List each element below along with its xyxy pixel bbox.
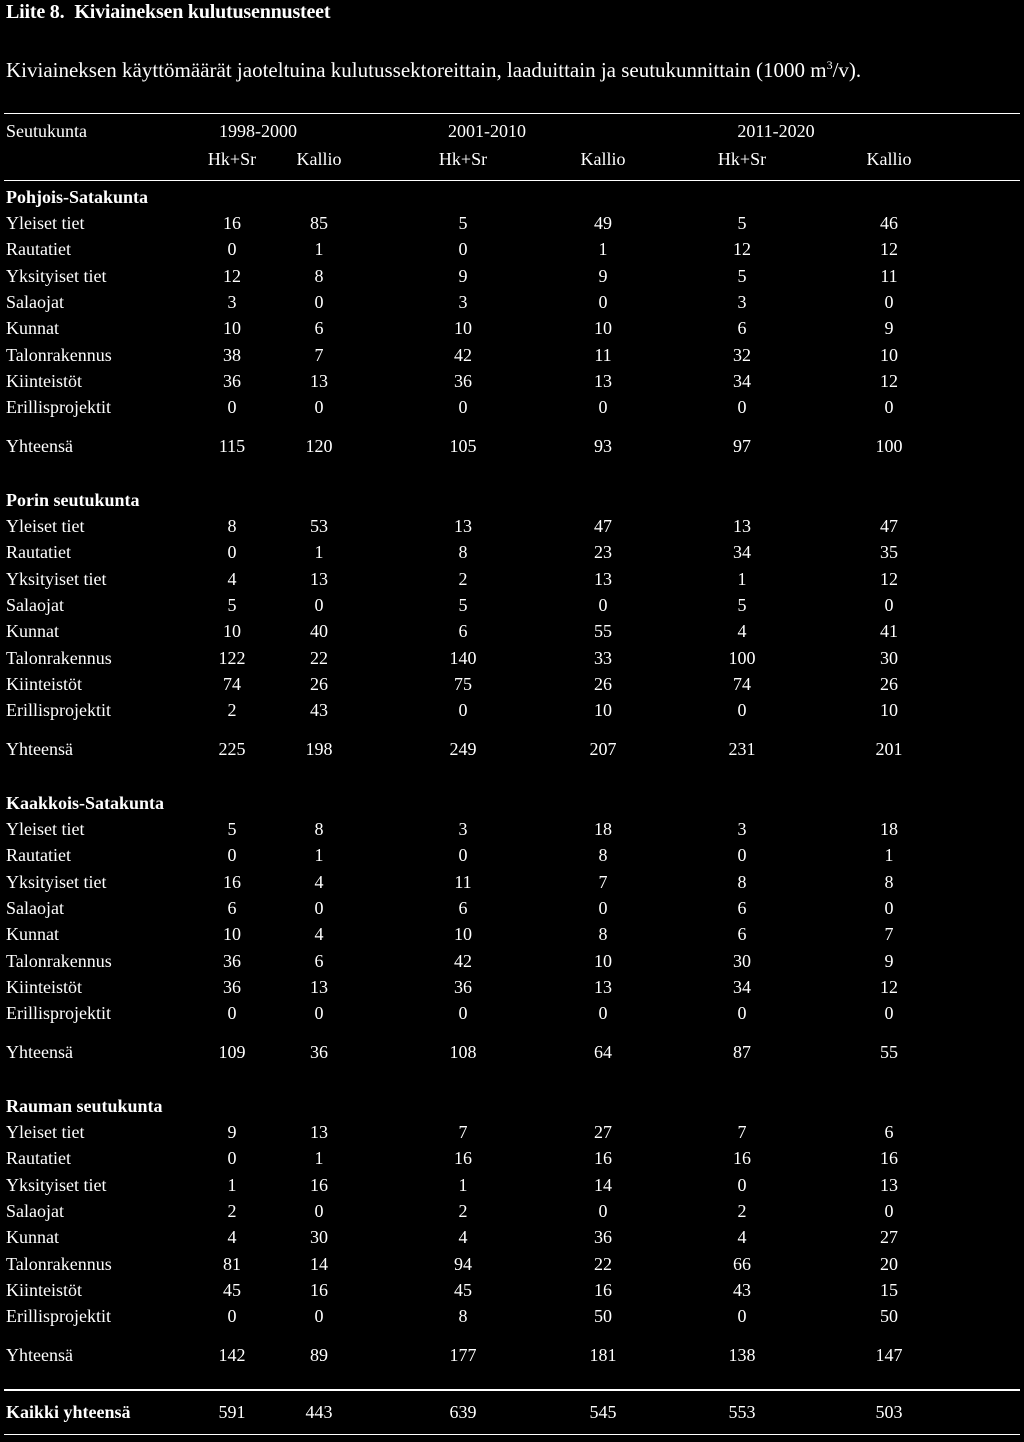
table-cell: 40 bbox=[310, 621, 328, 642]
table-cell: 49 bbox=[594, 213, 612, 233]
caption-text: Kiviaineksen käyttömäärät jaoteltuina kulutussektoreittain, laaduittain ja seutukunnittain (1000 m bbox=[6, 58, 827, 82]
table-cell: 6 bbox=[314, 318, 324, 339]
table-cell: 0 bbox=[314, 291, 324, 312]
table-cell: 14 bbox=[310, 1253, 328, 1274]
table-cell: 43 bbox=[733, 1279, 751, 1300]
table-cell: 4 bbox=[737, 1227, 747, 1248]
header-subcolumn: Hk+Sr bbox=[207, 149, 257, 169]
table-cell: 16 bbox=[880, 1148, 898, 1169]
section-total-label: Yhteensä bbox=[6, 1345, 73, 1365]
table-cell: 27 bbox=[880, 1227, 898, 1248]
section-total-cell: 201 bbox=[875, 739, 903, 759]
table-cell: 16 bbox=[733, 1148, 751, 1169]
grand-total-cell: 591 bbox=[218, 1402, 246, 1422]
table-cell: 0 bbox=[227, 1148, 237, 1169]
table-cell: 8 bbox=[598, 845, 608, 866]
row-label: Yksityiset tiet bbox=[6, 1174, 107, 1195]
table-cell: 50 bbox=[594, 1306, 612, 1327]
table-cell: 26 bbox=[310, 673, 328, 694]
table-cell: 16 bbox=[454, 1148, 472, 1169]
table-cell: 4 bbox=[314, 924, 324, 945]
table-cell: 0 bbox=[737, 1003, 747, 1024]
appendix-number: Liite 8. bbox=[6, 1, 65, 23]
grand-total-cell: 443 bbox=[305, 1402, 333, 1422]
row-label: Kunnat bbox=[6, 1227, 59, 1248]
table-cell: 9 bbox=[884, 950, 894, 971]
table-cell: 6 bbox=[884, 1122, 894, 1142]
table-cell: 16 bbox=[310, 1279, 328, 1300]
section-heading: Porin seutukunta bbox=[6, 490, 140, 510]
header-subcolumn: Hk+Sr bbox=[438, 149, 488, 169]
table-cell: 85 bbox=[310, 213, 328, 233]
table-cell: 0 bbox=[314, 1306, 324, 1327]
table-cell: 32 bbox=[733, 344, 751, 365]
appendix-title: Kiviaineksen kulutusennusteet bbox=[74, 1, 331, 23]
table-cell: 0 bbox=[884, 594, 894, 615]
table-cell: 1 bbox=[227, 1174, 237, 1195]
table-cell: 4 bbox=[227, 568, 237, 589]
table-cell: 4 bbox=[314, 871, 324, 892]
section-total-cell: 36 bbox=[310, 1042, 328, 1062]
row-label: Erillisprojektit bbox=[6, 700, 111, 721]
table-cell: 5 bbox=[227, 594, 237, 615]
section-total-cell: 177 bbox=[449, 1345, 477, 1365]
table-cell: 18 bbox=[594, 819, 612, 839]
table-cell: 55 bbox=[594, 621, 612, 642]
page-heading bbox=[6, 1, 330, 24]
table-cell: 34 bbox=[733, 542, 751, 563]
table-cell: 0 bbox=[737, 845, 747, 866]
table-cell: 0 bbox=[598, 897, 608, 918]
table-cell: 33 bbox=[594, 647, 612, 668]
table-cell: 11 bbox=[594, 344, 612, 365]
table-bottom-rule bbox=[4, 1434, 1020, 1435]
table-cell: 38 bbox=[223, 344, 241, 365]
table-cell: 4 bbox=[458, 1227, 468, 1248]
section-total-cell: 231 bbox=[728, 739, 756, 759]
table-cell: 3 bbox=[458, 291, 468, 312]
table-cell: 13 bbox=[594, 568, 612, 589]
row-label: Kiinteistöt bbox=[6, 673, 82, 694]
header-period: 2011-2020 bbox=[737, 121, 815, 141]
table-cell: 36 bbox=[223, 950, 241, 971]
section-total-cell: 89 bbox=[310, 1345, 328, 1365]
grand-total-top-rule bbox=[4, 1389, 1020, 1391]
table-cell: 30 bbox=[733, 950, 751, 971]
table-cell: 1 bbox=[884, 845, 894, 866]
row-label: Rautatiet bbox=[6, 239, 71, 260]
table-cell: 7 bbox=[737, 1122, 747, 1142]
row-label: Rautatiet bbox=[6, 845, 71, 866]
table-cell: 5 bbox=[737, 213, 747, 233]
section-total-cell: 115 bbox=[218, 436, 246, 456]
table-cell: 0 bbox=[884, 397, 894, 418]
table-cell: 3 bbox=[458, 819, 468, 839]
table-cell: 6 bbox=[737, 924, 747, 945]
grand-total-label: Kaikki yhteensä bbox=[6, 1402, 131, 1422]
table-cell: 0 bbox=[458, 239, 468, 260]
row-label: Yleiset tiet bbox=[6, 819, 85, 839]
section-total-cell: 108 bbox=[449, 1042, 477, 1062]
header-subcolumn: Kallio bbox=[866, 149, 912, 169]
table-cell: 45 bbox=[454, 1279, 472, 1300]
table-cell: 10 bbox=[454, 318, 472, 339]
table-cell: 13 bbox=[733, 516, 751, 536]
table-cell: 16 bbox=[594, 1148, 612, 1169]
table-cell: 6 bbox=[314, 950, 324, 971]
table-cell: 140 bbox=[449, 647, 477, 668]
table-cell: 12 bbox=[733, 239, 751, 260]
table-cell: 34 bbox=[733, 370, 751, 391]
table-cell: 0 bbox=[458, 1003, 468, 1024]
table-cell: 13 bbox=[310, 1122, 328, 1142]
table-cell: 3 bbox=[227, 291, 237, 312]
table-cell: 9 bbox=[598, 265, 608, 286]
section-total-cell: 181 bbox=[589, 1345, 617, 1365]
table-cell: 1 bbox=[737, 568, 747, 589]
table-cell: 75 bbox=[454, 673, 472, 694]
table-cell: 7 bbox=[458, 1122, 468, 1142]
table-cell: 16 bbox=[223, 213, 241, 233]
table-cell: 0 bbox=[598, 397, 608, 418]
table-cell: 4 bbox=[227, 1227, 237, 1248]
table-cell: 1 bbox=[314, 845, 324, 866]
section-total-label: Yhteensä bbox=[6, 739, 73, 759]
table-cell: 16 bbox=[310, 1174, 328, 1195]
table-cell: 0 bbox=[884, 1003, 894, 1024]
header-subcolumn: Kallio bbox=[580, 149, 626, 169]
table-cell: 0 bbox=[227, 845, 237, 866]
table-cell: 10 bbox=[880, 344, 898, 365]
table-cell: 7 bbox=[884, 924, 894, 945]
table-cell: 50 bbox=[880, 1306, 898, 1327]
table-cell: 0 bbox=[458, 700, 468, 721]
table-cell: 81 bbox=[223, 1253, 241, 1274]
table-cell: 26 bbox=[594, 673, 612, 694]
table-cell: 13 bbox=[594, 976, 612, 997]
table-cell: 12 bbox=[880, 568, 898, 589]
row-label: Rautatiet bbox=[6, 542, 71, 563]
table-cell: 74 bbox=[733, 673, 751, 694]
table-cell: 94 bbox=[454, 1253, 472, 1274]
table-cell: 16 bbox=[594, 1279, 612, 1300]
table-cell: 13 bbox=[594, 370, 612, 391]
grand-total-cell: 503 bbox=[875, 1402, 903, 1422]
table-cell: 66 bbox=[733, 1253, 751, 1274]
table-cell: 0 bbox=[314, 897, 324, 918]
table-cell: 1 bbox=[598, 239, 608, 260]
table-cell: 11 bbox=[454, 871, 472, 892]
table-cell: 27 bbox=[594, 1122, 612, 1142]
table-cell: 0 bbox=[227, 239, 237, 260]
table-cell: 1 bbox=[458, 1174, 468, 1195]
section-total-cell: 207 bbox=[589, 739, 617, 759]
table-cell: 0 bbox=[227, 1003, 237, 1024]
table-cell: 9 bbox=[227, 1122, 237, 1142]
table-cell: 7 bbox=[598, 871, 608, 892]
table-cell: 122 bbox=[218, 647, 246, 668]
section-total-cell: 138 bbox=[728, 1345, 756, 1365]
table-cell: 47 bbox=[594, 516, 612, 536]
table-cell: 12 bbox=[880, 976, 898, 997]
table-cell: 3 bbox=[737, 819, 747, 839]
row-label: Yksityiset tiet bbox=[6, 265, 107, 286]
row-label: Talonrakennus bbox=[6, 950, 112, 971]
header-bottom-rule bbox=[4, 180, 1020, 181]
row-label: Rautatiet bbox=[6, 1148, 71, 1169]
table-cell: 23 bbox=[594, 542, 612, 563]
row-label: Salaojat bbox=[6, 897, 64, 918]
section-total-cell: 147 bbox=[875, 1345, 903, 1365]
table-cell: 8 bbox=[884, 871, 894, 892]
table-cell: 35 bbox=[880, 542, 898, 563]
table-cell: 30 bbox=[880, 647, 898, 668]
row-label: Salaojat bbox=[6, 291, 64, 312]
table-cell: 8 bbox=[598, 924, 608, 945]
table-cell: 45 bbox=[223, 1279, 241, 1300]
row-label: Kunnat bbox=[6, 318, 59, 339]
row-label: Yksityiset tiet bbox=[6, 871, 107, 892]
table-cell: 3 bbox=[737, 291, 747, 312]
table-cell: 0 bbox=[737, 1174, 747, 1195]
table-cell: 0 bbox=[884, 897, 894, 918]
row-label: Kiinteistöt bbox=[6, 370, 82, 391]
row-label: Talonrakennus bbox=[6, 647, 112, 668]
table-cell: 1 bbox=[314, 542, 324, 563]
table-top-rule bbox=[4, 113, 1020, 114]
row-label: Yksityiset tiet bbox=[6, 568, 107, 589]
table-cell: 100 bbox=[728, 647, 756, 668]
table-cell: 10 bbox=[594, 700, 612, 721]
section-total-cell: 93 bbox=[594, 436, 612, 456]
table-cell: 36 bbox=[454, 370, 472, 391]
table-cell: 12 bbox=[880, 239, 898, 260]
table-cell: 0 bbox=[598, 1200, 608, 1221]
table-cell: 6 bbox=[737, 897, 747, 918]
table-cell: 8 bbox=[737, 871, 747, 892]
table-cell: 43 bbox=[310, 700, 328, 721]
table-cell: 11 bbox=[880, 265, 898, 286]
section-total-cell: 142 bbox=[218, 1345, 246, 1365]
table-cell: 6 bbox=[737, 318, 747, 339]
table-cell: 0 bbox=[227, 397, 237, 418]
table-cell: 36 bbox=[223, 370, 241, 391]
row-label: Kunnat bbox=[6, 621, 59, 642]
table-cell: 8 bbox=[458, 542, 468, 563]
table-cell: 34 bbox=[733, 976, 751, 997]
section-total-cell: 55 bbox=[880, 1042, 898, 1062]
table-cell: 0 bbox=[598, 291, 608, 312]
table-cell: 13 bbox=[454, 516, 472, 536]
table-cell: 10 bbox=[594, 950, 612, 971]
section-total-cell: 100 bbox=[875, 436, 903, 456]
table-cell: 0 bbox=[314, 1200, 324, 1221]
row-label: Salaojat bbox=[6, 1200, 64, 1221]
table-cell: 7 bbox=[314, 344, 324, 365]
table-cell: 8 bbox=[314, 265, 324, 286]
section-total-cell: 97 bbox=[733, 436, 751, 456]
table-cell: 41 bbox=[880, 621, 898, 642]
section-total-label: Yhteensä bbox=[6, 1042, 73, 1062]
table-cell: 22 bbox=[310, 647, 328, 668]
table-cell: 13 bbox=[310, 370, 328, 391]
row-label: Erillisprojektit bbox=[6, 397, 111, 418]
table-cell: 12 bbox=[223, 265, 241, 286]
table-cell: 20 bbox=[880, 1253, 898, 1274]
row-label: Yleiset tiet bbox=[6, 1122, 85, 1142]
header-subcolumn: Kallio bbox=[296, 149, 342, 169]
section-heading: Rauman seutukunta bbox=[6, 1096, 163, 1116]
section-heading: Pohjois-Satakunta bbox=[6, 187, 149, 207]
table-cell: 1 bbox=[314, 1148, 324, 1169]
table-cell: 13 bbox=[310, 568, 328, 589]
table-cell: 0 bbox=[227, 542, 237, 563]
table-cell: 2 bbox=[227, 700, 237, 721]
table-cell: 1 bbox=[314, 239, 324, 260]
table-cell: 18 bbox=[880, 819, 898, 839]
table-cell: 5 bbox=[458, 213, 468, 233]
table-cell: 0 bbox=[227, 1306, 237, 1327]
row-label: Yleiset tiet bbox=[6, 213, 85, 233]
table-cell: 0 bbox=[458, 397, 468, 418]
table-cell: 26 bbox=[880, 673, 898, 694]
table-cell: 13 bbox=[880, 1174, 898, 1195]
table-cell: 8 bbox=[314, 819, 324, 839]
table-cell: 10 bbox=[223, 318, 241, 339]
row-label: Erillisprojektit bbox=[6, 1306, 111, 1327]
table-cell: 13 bbox=[310, 976, 328, 997]
table-cell: 5 bbox=[737, 265, 747, 286]
section-total-cell: 225 bbox=[218, 739, 246, 759]
table-cell: 12 bbox=[880, 370, 898, 391]
table-cell: 10 bbox=[223, 621, 241, 642]
grand-total-cell: 553 bbox=[728, 1402, 756, 1422]
section-total-cell: 120 bbox=[305, 436, 333, 456]
table-cell: 53 bbox=[310, 516, 328, 536]
table-cell: 4 bbox=[737, 621, 747, 642]
table-cell: 0 bbox=[598, 594, 608, 615]
table-cell: 9 bbox=[884, 318, 894, 339]
header-subcolumn: Hk+Sr bbox=[717, 149, 767, 169]
table-cell: 6 bbox=[227, 897, 237, 918]
table-cell: 0 bbox=[458, 845, 468, 866]
grand-total-cell: 545 bbox=[589, 1402, 617, 1422]
table-cell: 2 bbox=[227, 1200, 237, 1221]
table-cell: 10 bbox=[594, 318, 612, 339]
table-cell: 0 bbox=[314, 397, 324, 418]
table-cell: 8 bbox=[458, 1306, 468, 1327]
caption-tail: /v). bbox=[832, 58, 862, 82]
table-cell: 16 bbox=[223, 871, 241, 892]
section-total-label: Yhteensä bbox=[6, 436, 73, 456]
table-cell: 6 bbox=[458, 897, 468, 918]
section-total-cell: 249 bbox=[449, 739, 477, 759]
table-cell: 10 bbox=[223, 924, 241, 945]
table-cell: 6 bbox=[458, 621, 468, 642]
table-cell: 42 bbox=[454, 950, 472, 971]
section-total-cell: 198 bbox=[305, 739, 333, 759]
section-total-cell: 87 bbox=[733, 1042, 751, 1062]
table-cell: 5 bbox=[458, 594, 468, 615]
table-cell: 5 bbox=[737, 594, 747, 615]
table-cell: 47 bbox=[880, 516, 898, 536]
table-cell: 14 bbox=[594, 1174, 612, 1195]
table-cell: 9 bbox=[458, 265, 468, 286]
row-label: Yleiset tiet bbox=[6, 516, 85, 536]
section-total-cell: 109 bbox=[218, 1042, 246, 1062]
table-cell: 0 bbox=[884, 291, 894, 312]
row-label: Kiinteistöt bbox=[6, 976, 82, 997]
table-cell: 36 bbox=[223, 976, 241, 997]
row-label: Talonrakennus bbox=[6, 1253, 112, 1274]
table-cell: 36 bbox=[594, 1227, 612, 1248]
table-caption bbox=[6, 58, 861, 83]
grand-total-cell: 639 bbox=[449, 1402, 477, 1422]
table-cell: 2 bbox=[458, 568, 468, 589]
table-cell: 42 bbox=[454, 344, 472, 365]
table-cell: 2 bbox=[737, 1200, 747, 1221]
table-cell: 0 bbox=[314, 594, 324, 615]
section-total-cell: 105 bbox=[449, 436, 477, 456]
table-cell: 0 bbox=[737, 700, 747, 721]
caption-superscript: 3 bbox=[826, 58, 833, 72]
table-cell: 0 bbox=[737, 397, 747, 418]
table-cell: 30 bbox=[310, 1227, 328, 1248]
header-period: 2001-2010 bbox=[448, 121, 526, 141]
table-cell: 10 bbox=[454, 924, 472, 945]
table-cell: 5 bbox=[227, 819, 237, 839]
table-cell: 0 bbox=[314, 1003, 324, 1024]
table-cell: 0 bbox=[884, 1200, 894, 1221]
section-heading: Kaakkois-Satakunta bbox=[6, 793, 165, 813]
section-total-cell: 64 bbox=[594, 1042, 612, 1062]
table-cell: 8 bbox=[227, 516, 237, 536]
header-period: 1998-2000 bbox=[219, 121, 297, 141]
row-label: Erillisprojektit bbox=[6, 1003, 111, 1024]
row-label: Salaojat bbox=[6, 594, 64, 615]
row-label: Kiinteistöt bbox=[6, 1279, 82, 1300]
header-region: Seutukunta bbox=[6, 121, 87, 141]
table-cell: 0 bbox=[737, 1306, 747, 1327]
table-cell: 22 bbox=[594, 1253, 612, 1274]
table-cell: 2 bbox=[458, 1200, 468, 1221]
row-label: Talonrakennus bbox=[6, 344, 112, 365]
table-cell: 10 bbox=[880, 700, 898, 721]
table-cell: 15 bbox=[880, 1279, 898, 1300]
table-cell: 74 bbox=[223, 673, 241, 694]
table-cell: 46 bbox=[880, 213, 898, 233]
table-cell: 36 bbox=[454, 976, 472, 997]
row-label: Kunnat bbox=[6, 924, 59, 945]
table-cell: 0 bbox=[598, 1003, 608, 1024]
